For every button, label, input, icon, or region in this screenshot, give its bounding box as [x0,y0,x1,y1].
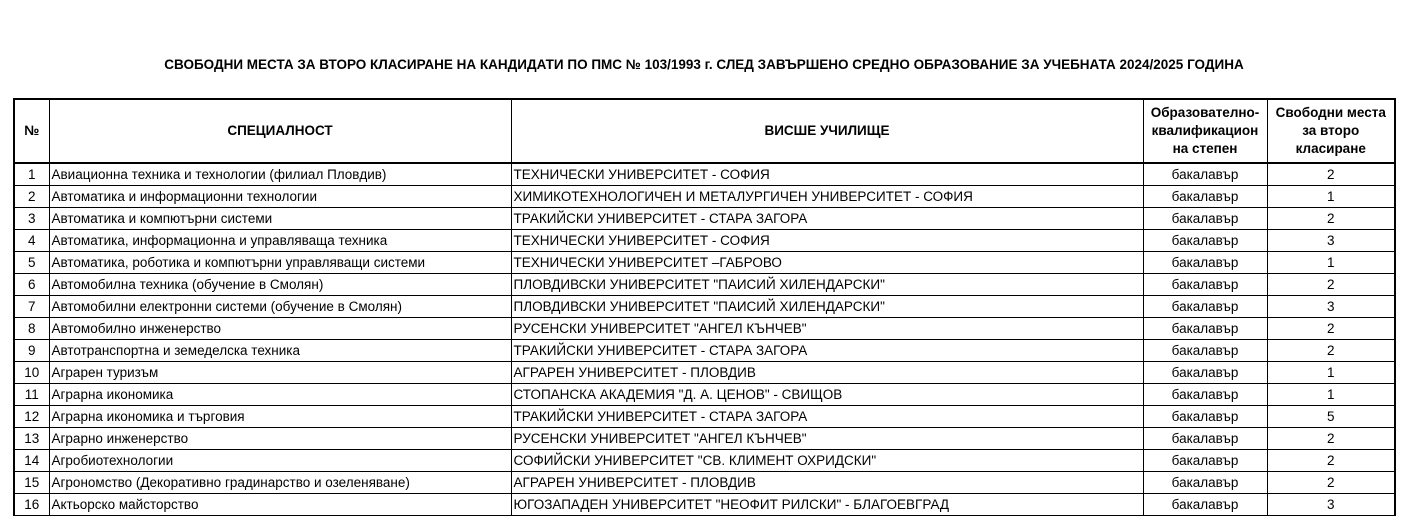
cell-free-places: 2 [1267,274,1395,296]
cell-degree: бакалавър [1143,296,1267,318]
header-university: ВИСШЕ УЧИЛИЩЕ [511,99,1143,163]
cell-university: ТРАКИЙСКИ УНИВЕРСИТЕТ - СТАРА ЗАГОРА [511,340,1143,362]
cell-university: ТРАКИЙСКИ УНИВЕРСИТЕТ - СТАРА ЗАГОРА [511,406,1143,428]
table-row [14,163,1395,186]
cell-specialty: Аграрно инженерство [49,428,511,450]
cell-free-places: 3 [1267,230,1395,252]
cell-free-places: 2 [1267,318,1395,340]
cell-degree: бакалавър [1143,318,1267,340]
table-row [14,296,1395,318]
cell-university: СОФИЙСКИ УНИВЕРСИТЕТ "СВ. КЛИМЕНТ ОХРИДСКИ" [511,450,1143,472]
cell-university: АГРАРЕН УНИВЕРСИТЕТ - ПЛОВДИВ [511,362,1143,384]
cell-specialty: Агробиотехнологии [49,450,511,472]
cell-degree: бакалавър [1143,274,1267,296]
table-row [14,186,1395,208]
table-row [14,428,1395,450]
cell-degree: бакалавър [1143,362,1267,384]
cell-degree: бакалавър [1143,428,1267,450]
cell-number: 10 [14,362,49,384]
cell-free-places: 3 [1267,494,1395,516]
cell-free-places: 2 [1267,428,1395,450]
cell-degree: бакалавър [1143,494,1267,516]
cell-number: 5 [14,252,49,274]
cell-university: ПЛОВДИВСКИ УНИВЕРСИТЕТ "ПАИСИЙ ХИЛЕНДАРСКИ" [511,274,1143,296]
cell-number: 16 [14,494,49,516]
table-row [14,494,1395,516]
cell-degree: бакалавър [1143,163,1267,186]
table-row [14,208,1395,230]
cell-degree: бакалавър [1143,252,1267,274]
table-row [14,318,1395,340]
table-row [14,384,1395,406]
header-specialty: СПЕЦИАЛНОСТ [49,99,511,163]
cell-university: РУСЕНСКИ УНИВЕРСИТЕТ "АНГЕЛ КЪНЧЕВ" [511,428,1143,450]
table-row [14,362,1395,384]
cell-university: ТРАКИЙСКИ УНИВЕРСИТЕТ - СТАРА ЗАГОРА [511,208,1143,230]
cell-specialty: Агрономство (Декоративно градинарство и озеленяване) [49,472,511,494]
cell-free-places: 1 [1267,384,1395,406]
document-title: СВОБОДНИ МЕСТА ЗА ВТОРО КЛАСИРАНЕ НА КАНДИДАТИ ПО ПМС № 103/1993 г. СЛЕД ЗАВЪРШЕНО СРЕДНО ОБРАЗОВАНИЕ ЗА УЧЕБНАТА 2024/2025 ГОДИНА [164,57,1244,72]
cell-number: 7 [14,296,49,318]
cell-free-places: 1 [1267,252,1395,274]
cell-specialty: Аграрна икономика и търговия [49,406,511,428]
cell-specialty: Автоматика, информационна и управляваща техника [49,230,511,252]
cell-degree: бакалавър [1143,472,1267,494]
cell-number: 2 [14,186,49,208]
cell-degree: бакалавър [1143,384,1267,406]
cell-degree: бакалавър [1143,450,1267,472]
cell-number: 13 [14,428,49,450]
cell-number: 1 [14,163,49,186]
cell-university: ЮГОЗАПАДЕН УНИВЕРСИТЕТ "НЕОФИТ РИЛСКИ" - БЛАГОЕВГРАД [511,494,1143,516]
cell-number: 15 [14,472,49,494]
table-row [14,450,1395,472]
cell-number: 4 [14,230,49,252]
table-row [14,274,1395,296]
cell-number: 6 [14,274,49,296]
header-number: № [14,99,49,163]
cell-free-places: 3 [1267,296,1395,318]
table-row [14,406,1395,428]
cell-free-places: 2 [1267,340,1395,362]
table-row [14,340,1395,362]
cell-specialty: Автоматика и компютърни системи [49,208,511,230]
table-header-row [14,99,1395,163]
cell-specialty: Автомобилно инженерство [49,318,511,340]
cell-specialty: Автоматика, роботика и компютърни управляващи системи [49,252,511,274]
cell-specialty: Авиационна техника и технологии (филиал Пловдив) [49,163,511,186]
cell-specialty: Автоматика и информационни технологии [49,186,511,208]
table-row [14,472,1395,494]
cell-university: ПЛОВДИВСКИ УНИВЕРСИТЕТ "ПАИСИЙ ХИЛЕНДАРСКИ" [511,296,1143,318]
cell-specialty: Аграрна икономика [49,384,511,406]
cell-specialty: Автотранспортна и земеделска техника [49,340,511,362]
header-degree: Образователно-квалификацион на степен [1143,99,1267,163]
cell-specialty: Актьорско майсторство [49,494,511,516]
cell-number: 14 [14,450,49,472]
cell-number: 9 [14,340,49,362]
cell-university: ТЕХНИЧЕСКИ УНИВЕРСИТЕТ - СОФИЯ [511,163,1143,186]
cell-university: ХИМИКОТЕХНОЛОГИЧЕН И МЕТАЛУРГИЧЕН УНИВЕРСИТЕТ - СОФИЯ [511,186,1143,208]
cell-number: 3 [14,208,49,230]
cell-free-places: 2 [1267,472,1395,494]
cell-free-places: 5 [1267,406,1395,428]
cell-degree: бакалавър [1143,208,1267,230]
table-row [14,230,1395,252]
cell-free-places: 2 [1267,450,1395,472]
cell-degree: бакалавър [1143,186,1267,208]
cell-specialty: Аграрен туризъм [49,362,511,384]
cell-university: ТЕХНИЧЕСКИ УНИВЕРСИТЕТ –ГАБРОВО [511,252,1143,274]
cell-university: РУСЕНСКИ УНИВЕРСИТЕТ "АНГЕЛ КЪНЧЕВ" [511,318,1143,340]
cell-degree: бакалавър [1143,340,1267,362]
cell-degree: бакалавър [1143,406,1267,428]
cell-free-places: 1 [1267,362,1395,384]
free-places-table [13,98,1396,516]
cell-specialty: Автомобилни електронни системи (обучение в Смолян) [49,296,511,318]
cell-number: 8 [14,318,49,340]
cell-free-places: 2 [1267,208,1395,230]
cell-specialty: Автомобилна техника (обучение в Смолян) [49,274,511,296]
cell-degree: бакалавър [1143,230,1267,252]
cell-free-places: 2 [1267,163,1395,186]
cell-university: ТЕХНИЧЕСКИ УНИВЕРСИТЕТ - СОФИЯ [511,230,1143,252]
cell-university: АГРАРЕН УНИВЕРСИТЕТ - ПЛОВДИВ [511,472,1143,494]
cell-number: 12 [14,406,49,428]
header-free-places: Свободни места за второ класиране [1267,99,1395,163]
cell-free-places: 1 [1267,186,1395,208]
cell-number: 11 [14,384,49,406]
cell-university: СТОПАНСКА АКАДЕМИЯ "Д. А. ЦЕНОВ" - СВИЩОВ [511,384,1143,406]
table-row [14,252,1395,274]
